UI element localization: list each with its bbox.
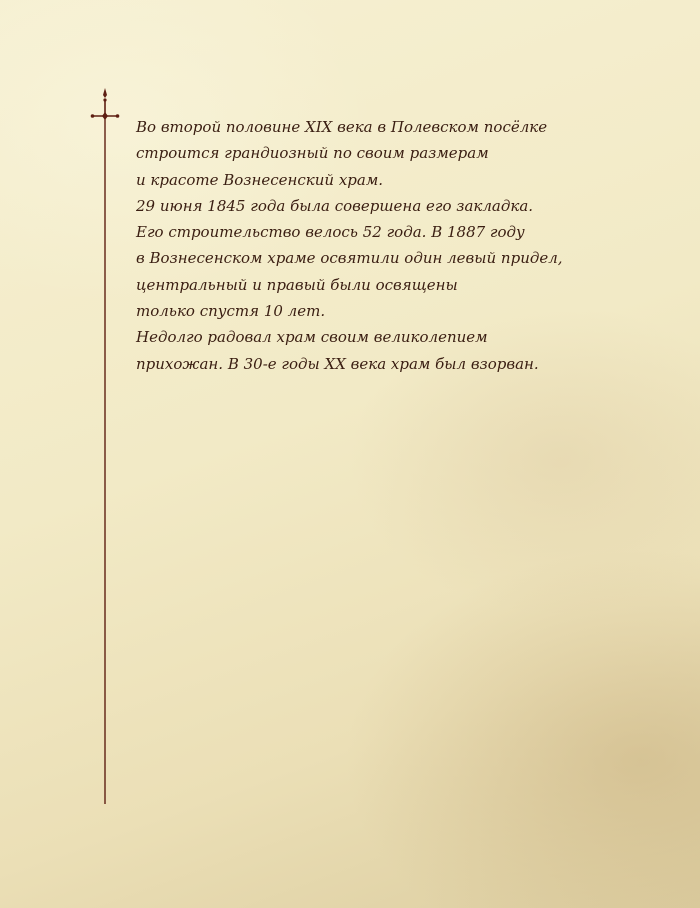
text-line: Недолго радовал храм своим великолепием (136, 328, 488, 347)
cross-divider-icon (90, 86, 120, 806)
text-line: Во второй половине XIX века в Полевском посёлке (136, 118, 548, 136)
text-line: только спустя 10 лет. (136, 302, 326, 321)
text-line: центральный и правый были освящены (136, 275, 458, 294)
text-line: и красоте Вознесенский храм. (136, 170, 384, 189)
text-line: строится грандиозный по своим размерам (136, 144, 489, 163)
text-line: Его строительство велось 52 года. В 1887 году (136, 223, 525, 242)
text-line: в Вознесенском храме освятили один левый придел, (136, 249, 563, 268)
text-line: прихожан. В 30-е годы XX века храм был взорван. (136, 354, 539, 373)
text-line: 29 июня 1845 года была совершена его закладка. (136, 196, 534, 215)
main-paragraph (136, 114, 676, 377)
